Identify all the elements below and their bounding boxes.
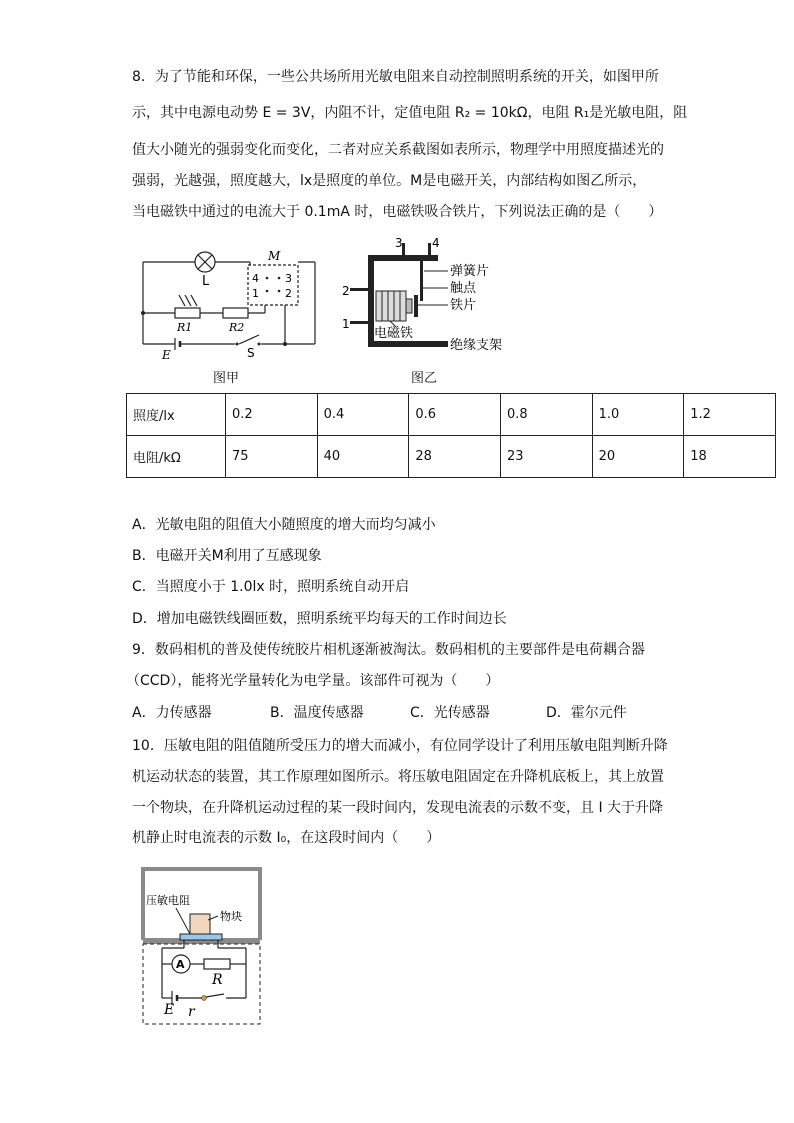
table-cell: 1.2 bbox=[684, 394, 776, 436]
q10-line-1: 10．压敏电阻的阻值随所受压力的增大而减小，有位同学设计了利用压敏电阻判断升降 bbox=[132, 738, 668, 754]
table-cell: 0.6 bbox=[409, 394, 501, 436]
m-label: M bbox=[268, 249, 281, 263]
pressure-sensor-label: 压敏电阻 bbox=[146, 894, 190, 907]
q8-line-3: 值大小随光的强弱变化而变化，二者对应关系截图如表所示，物理学中用照度描述光的 bbox=[132, 142, 664, 158]
q9-line-1: 9．数码相机的普及使传统胶片相机逐渐被淘汰。数码相机的主要部件是电荷耦合器 bbox=[132, 642, 645, 658]
source-e-label: E bbox=[162, 348, 171, 362]
ammeter-label: A bbox=[176, 958, 185, 971]
electromagnetic-switch-figure-yi bbox=[340, 233, 520, 363]
iron-label: 铁片 bbox=[450, 298, 477, 313]
fig-jia-caption: 图甲 bbox=[213, 371, 240, 386]
terminal-1-label: 1 bbox=[252, 287, 259, 300]
table-cell: 23 bbox=[500, 436, 592, 478]
terminal-2-label: 2 bbox=[285, 287, 292, 300]
q8-line-5: 当电磁铁中通过的电流大于 0.1mA 时，电磁铁吸合铁片，下列说法正确的是（ ） bbox=[132, 204, 663, 220]
yi-terminal-4-label: 4 bbox=[432, 236, 440, 250]
table-cell: 0.8 bbox=[500, 394, 592, 436]
illuminance-resistance-table bbox=[126, 393, 776, 478]
q10-line-2: 机运动状态的装置，其工作原理如图所示。将压敏电阻固定在升降机底板上，其上放置 bbox=[132, 769, 664, 785]
q8-line-2: 示，其中电源电动势 E = 3V，内阻不计，定值电阻 R₂ = 10kΩ，电阻 R₁是光敏电阻，阻 bbox=[132, 105, 688, 121]
spring-label: 弹簧片 bbox=[450, 264, 490, 279]
pressure-sensor-figure bbox=[140, 866, 264, 1028]
table-cell: 电阻/kΩ bbox=[127, 436, 226, 478]
q9-line-2: （CCD），能将光学量转化为电学量。该部件可视为（ ） bbox=[126, 673, 500, 689]
yi-terminal-2-label: 2 bbox=[342, 284, 350, 298]
table-cell: 照度/lx bbox=[127, 394, 226, 436]
internal-r-label: r bbox=[188, 1004, 195, 1020]
q9-option-d[interactable]: D．霍尔元件 bbox=[546, 705, 627, 721]
q8-line-4: 强弱，光越强，照度越大，lx是照度的单位。M是电磁开关，内部结构如图乙所示， bbox=[132, 173, 647, 189]
table-row bbox=[127, 394, 776, 436]
lamp-label: L bbox=[202, 274, 210, 289]
yi-terminal-1-label: 1 bbox=[342, 317, 350, 331]
switch-s-label: S bbox=[247, 346, 255, 360]
q9-option-c[interactable]: C．光传感器 bbox=[410, 705, 490, 721]
terminal-3-label: 3 bbox=[285, 272, 292, 285]
terminal-4-label: 4 bbox=[252, 272, 259, 285]
q8-option-d[interactable]: D．增加电磁铁线圈匝数，照明系统平均每天的工作时间边长 bbox=[132, 611, 507, 627]
q8-line-1: 8．为了节能和环保，一些公共场所用光敏电阻来自动控制照明系统的开关，如图甲所 bbox=[132, 69, 659, 85]
block-label: 物块 bbox=[220, 910, 242, 923]
table-cell: 28 bbox=[409, 436, 501, 478]
q8-option-b[interactable]: B．电磁开关M利用了互感现象 bbox=[132, 548, 322, 564]
r2-label: R2 bbox=[229, 321, 245, 334]
table-cell: 1.0 bbox=[592, 394, 684, 436]
table-cell: 18 bbox=[684, 436, 776, 478]
source-e-label-q10: E bbox=[164, 1002, 175, 1018]
q10-line-3: 一个物块，在升降机运动过程的某一段时间内，发现电流表的示数不变，且 I 大于升降 bbox=[132, 800, 664, 816]
table-cell: 40 bbox=[317, 436, 409, 478]
frame-label: 绝缘支架 bbox=[450, 338, 503, 353]
contact-label: 触点 bbox=[450, 281, 477, 296]
circuit-figure-jia bbox=[135, 245, 325, 370]
q8-option-c[interactable]: C．当照度小于 1.0lx 时，照明系统自动开启 bbox=[132, 579, 410, 595]
r1-label: R1 bbox=[177, 321, 193, 334]
table-cell: 0.2 bbox=[226, 394, 318, 436]
table-cell: 0.4 bbox=[317, 394, 409, 436]
q9-option-a[interactable]: A．力传感器 bbox=[132, 705, 212, 721]
fig-yi-caption: 图乙 bbox=[411, 371, 438, 386]
yi-terminal-3-label: 3 bbox=[395, 236, 403, 250]
q8-option-a[interactable]: A．光敏电阻的阻值大小随照度的增大而均匀减小 bbox=[132, 517, 436, 533]
table-cell: 75 bbox=[226, 436, 318, 478]
q9-option-b[interactable]: B．温度传感器 bbox=[270, 705, 364, 721]
q10-line-4: 机静止时电流表的示数 I₀，在这段时间内（ ） bbox=[132, 830, 441, 846]
resistor-r-label: R bbox=[212, 972, 223, 988]
electromagnet-label: 电磁铁 bbox=[374, 326, 414, 341]
table-cell: 20 bbox=[592, 436, 684, 478]
table-row bbox=[127, 436, 776, 478]
